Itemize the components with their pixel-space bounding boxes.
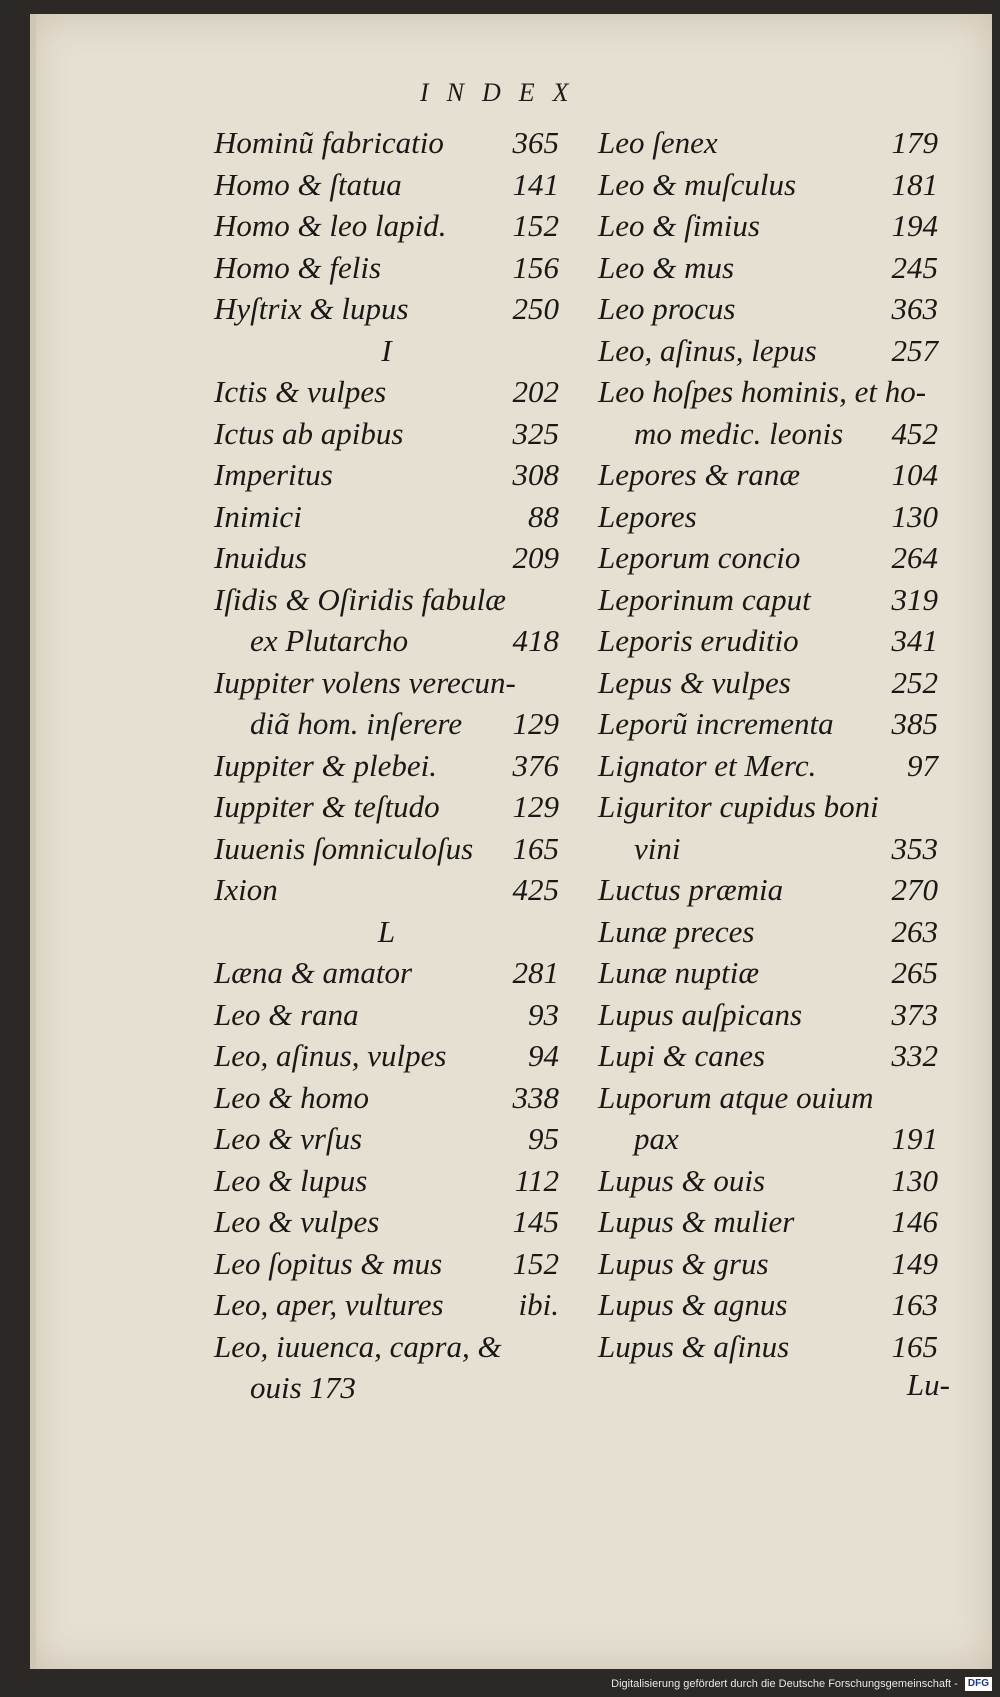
index-page-number: 376 — [512, 747, 559, 783]
index-page-number: 245 — [891, 249, 938, 285]
index-entry — [214, 620, 559, 662]
index-entry-text: Lupi & canes — [598, 1038, 766, 1073]
page-edge — [30, 14, 36, 1669]
index-entry — [214, 413, 559, 455]
index-entry — [598, 247, 938, 289]
index-entry — [598, 454, 938, 496]
index-entry-text: Leo & muſculus — [598, 166, 797, 202]
index-page-number: 129 — [512, 706, 559, 741]
digitization-footer — [0, 1672, 1000, 1697]
index-entry — [598, 786, 938, 828]
index-page-number: 365 — [512, 125, 559, 160]
index-entry — [214, 786, 559, 828]
index-page-number: 93 — [528, 996, 559, 1032]
index-page-number: 425 — [512, 872, 559, 907]
index-page-number: 270 — [891, 872, 938, 907]
index-page-number: 265 — [891, 955, 938, 990]
index-entry-text: Iuppiter & teſtudo — [214, 789, 440, 824]
index-entry-text: Imperitus — [214, 457, 333, 492]
index-page-number: 152 — [512, 208, 559, 243]
index-entry-text: Leo & homo — [214, 1079, 369, 1115]
index-left-column — [214, 122, 559, 1409]
index-entry-text: Leporinum caput — [598, 581, 811, 617]
index-entry — [214, 496, 559, 538]
index-entry — [214, 1201, 559, 1243]
index-page-number: 308 — [512, 457, 559, 492]
index-entry-text: Læna & amator — [214, 955, 413, 990]
index-entry-text: vini — [634, 830, 681, 866]
index-entry — [598, 828, 938, 870]
index-entry — [598, 911, 938, 953]
index-entry — [598, 1035, 938, 1077]
index-page-number: 152 — [512, 1245, 559, 1281]
index-page-number: 191 — [891, 1121, 938, 1156]
index-entry-text: Leo procus — [598, 291, 736, 326]
index-entry — [214, 1035, 559, 1077]
index-page-number: 385 — [891, 706, 938, 741]
index-page-number: 353 — [891, 830, 938, 866]
index-page-number: 88 — [528, 498, 559, 534]
index-entry-text: Lepus & vulpes — [598, 664, 791, 700]
index-entry-text: ouis 173 — [250, 1370, 356, 1405]
index-entry-text: Leo & vulpes — [214, 1204, 380, 1239]
index-page-number: 202 — [512, 374, 559, 409]
index-entry — [214, 122, 559, 164]
index-entry — [598, 952, 938, 994]
index-entry — [214, 454, 559, 496]
index-entry — [598, 205, 938, 247]
index-page-number: 373 — [891, 996, 938, 1032]
index-entry — [598, 703, 938, 745]
index-entry-text: Lupus & ouis — [598, 1162, 766, 1198]
index-entry-text: Homo & leo lapid. — [214, 208, 447, 243]
index-entry-text: pax — [634, 1121, 679, 1156]
index-page-number: 130 — [891, 1162, 938, 1198]
index-entry-text: mo medic. leonis — [634, 415, 844, 451]
index-entry-text: Leporum concio — [598, 540, 801, 575]
index-entry — [214, 952, 559, 994]
index-entry — [598, 122, 938, 164]
index-page-number: 319 — [891, 581, 938, 617]
index-page-number: 97 — [907, 747, 938, 783]
index-entry — [214, 205, 559, 247]
index-entry — [214, 164, 559, 206]
index-entry-text: Leo, aſinus, vulpes — [214, 1038, 447, 1073]
index-page-number: 252 — [891, 664, 938, 700]
index-page-number: 250 — [512, 291, 559, 326]
index-entry-text: Leo ſopitus & mus — [214, 1245, 443, 1281]
index-page-number: 163 — [891, 1287, 938, 1322]
index-right-column — [598, 122, 938, 1367]
index-entry-text: Lupus auſpicans — [598, 996, 803, 1032]
index-entry — [598, 1243, 938, 1285]
index-page-number: 341 — [891, 623, 938, 658]
index-entry-text: Homo & felis — [214, 249, 382, 285]
index-entry — [214, 1367, 559, 1409]
index-page-number: 338 — [512, 1079, 559, 1115]
index-entry — [598, 496, 938, 538]
index-entry-text: Leo hoſpes hominis, et ho- — [598, 374, 927, 409]
index-entry — [598, 1201, 938, 1243]
index-entry — [598, 579, 938, 621]
index-entry — [214, 1284, 559, 1326]
index-entry — [598, 288, 938, 330]
index-page-number: 332 — [891, 1038, 938, 1073]
index-page-number: 129 — [512, 789, 559, 824]
index-entry-text: Leo & rana — [214, 996, 359, 1032]
index-page-number: 263 — [891, 913, 938, 949]
index-entry — [598, 1284, 938, 1326]
index-entry-text: Homo & ſtatua — [214, 166, 402, 202]
index-entry-text: Lupus & aſinus — [598, 1328, 790, 1364]
index-page-number: 156 — [512, 249, 559, 285]
index-entry-text: Lepores — [598, 498, 697, 534]
index-entry — [598, 869, 938, 911]
index-entry — [214, 579, 559, 621]
index-page-number: 264 — [891, 540, 938, 575]
index-entry-text: ex Plutarcho — [250, 623, 409, 658]
index-page-number: 145 — [512, 1204, 559, 1239]
index-page-number: 209 — [512, 540, 559, 575]
index-entry — [598, 1077, 938, 1119]
index-entry — [214, 1077, 559, 1119]
index-entry-text: Luporum atque ouium — [598, 1079, 874, 1115]
index-entry-text: Ictus ab apibus — [214, 415, 404, 451]
index-entry — [214, 1326, 559, 1368]
index-entry-text: Iſidis & Oſiridis fabulæ — [214, 581, 506, 617]
index-entry-text: Leo ſenex — [598, 125, 718, 160]
index-section-letter — [214, 330, 559, 372]
index-entry — [214, 828, 559, 870]
index-entry-text: Inimici — [214, 498, 302, 534]
index-entry-text: Liguritor cupidus boni — [598, 789, 879, 824]
index-entry — [598, 745, 938, 787]
index-page-number: 418 — [512, 623, 559, 658]
index-entry-text: Leo & ſimius — [598, 208, 760, 243]
index-entry — [598, 164, 938, 206]
index-page-number: 141 — [512, 166, 559, 202]
index-entry-text: Lupus & mulier — [598, 1204, 795, 1239]
index-entry-text: L — [377, 913, 396, 949]
index-entry — [598, 1326, 938, 1368]
index-entry — [214, 288, 559, 330]
index-page-number: 149 — [891, 1245, 938, 1281]
index-entry-text: Lupus & grus — [598, 1245, 769, 1281]
index-entry — [598, 371, 938, 413]
index-page-number: 452 — [891, 415, 938, 451]
index-entry — [214, 745, 559, 787]
index-page-number: 363 — [891, 291, 938, 326]
index-entry — [214, 371, 559, 413]
index-entry-text: Leo & mus — [598, 249, 735, 285]
index-entry — [598, 994, 938, 1036]
index-entry — [214, 247, 559, 289]
index-entry — [214, 994, 559, 1036]
index-entry-text: Lupus & agnus — [598, 1287, 788, 1322]
index-entry — [214, 537, 559, 579]
index-entry-text: Lunæ nuptiæ — [598, 955, 760, 990]
index-entry-text: Ixion — [214, 872, 278, 907]
index-entry-text: Leporis eruditio — [598, 623, 799, 658]
index-page-number: 181 — [891, 166, 938, 202]
index-page-number: 112 — [514, 1162, 559, 1198]
index-page-number: 146 — [891, 1204, 938, 1239]
index-entry-text: Luctus præmia — [598, 872, 784, 907]
index-page-number: 325 — [512, 415, 559, 451]
index-entry-text: Inuidus — [214, 540, 307, 575]
index-entry-text: Leo, iuuenca, capra, & — [214, 1328, 502, 1364]
index-entry — [214, 869, 559, 911]
index-entry — [214, 703, 559, 745]
index-page-number: 194 — [891, 208, 938, 243]
index-page-number: 257 — [891, 332, 938, 368]
index-entry — [214, 1243, 559, 1285]
catchword: Lu- — [906, 1367, 950, 1402]
index-entry — [214, 1118, 559, 1160]
index-page-number: 165 — [512, 830, 559, 866]
index-entry — [214, 662, 559, 704]
index-entry — [598, 413, 938, 455]
index-entry-text: Leo, aſinus, lepus — [598, 332, 817, 368]
index-entry — [598, 1118, 938, 1160]
index-page-number: 104 — [891, 457, 938, 492]
index-entry-text: Lunæ preces — [598, 913, 755, 949]
index-entry-text: Iuuenis ſomniculoſus — [214, 830, 474, 866]
index-entry — [214, 1160, 559, 1202]
index-page-number: 95 — [528, 1121, 559, 1156]
index-page-number: 130 — [891, 498, 938, 534]
index-entry-text: Lignator et Merc. — [598, 747, 817, 783]
index-entry-text: Iuppiter volens verecun- — [214, 664, 516, 700]
page-header: INDEX — [420, 78, 587, 107]
index-entry-text: Hyſtrix & lupus — [214, 291, 409, 326]
index-page-number: 165 — [891, 1328, 938, 1364]
index-entry-text: Leporũ incrementa — [598, 706, 834, 741]
index-entry-text: Ictis & vulpes — [214, 374, 387, 409]
index-entry-text: diã hom. inſerere — [250, 706, 463, 741]
index-entry — [598, 537, 938, 579]
index-entry-text: Lepores & ranæ — [598, 457, 801, 492]
index-entry-text: Leo & lupus — [214, 1162, 368, 1198]
index-page-number: ibi. — [518, 1287, 559, 1322]
index-page-number: 179 — [891, 125, 938, 160]
index-entry-text: Leo & vrſus — [214, 1121, 363, 1156]
index-entry — [598, 662, 938, 704]
index-entry-text: Iuppiter & plebei. — [214, 747, 437, 783]
dfg-logo: DFG — [965, 1677, 992, 1691]
index-entry — [598, 620, 938, 662]
index-section-letter — [214, 911, 559, 953]
index-entry-text: I — [381, 332, 392, 368]
index-entry — [598, 1160, 938, 1202]
footer-credit: Digitalisierung gefördert durch die Deutsche Forschungsgemeinschaft - — [611, 1678, 958, 1690]
index-entry-text: Hominũ fabricatio — [214, 125, 444, 160]
index-entry — [598, 330, 938, 372]
index-page-number: 94 — [528, 1038, 559, 1073]
index-page-number: 281 — [512, 955, 559, 990]
index-entry-text: Leo, aper, vultures — [214, 1287, 444, 1322]
